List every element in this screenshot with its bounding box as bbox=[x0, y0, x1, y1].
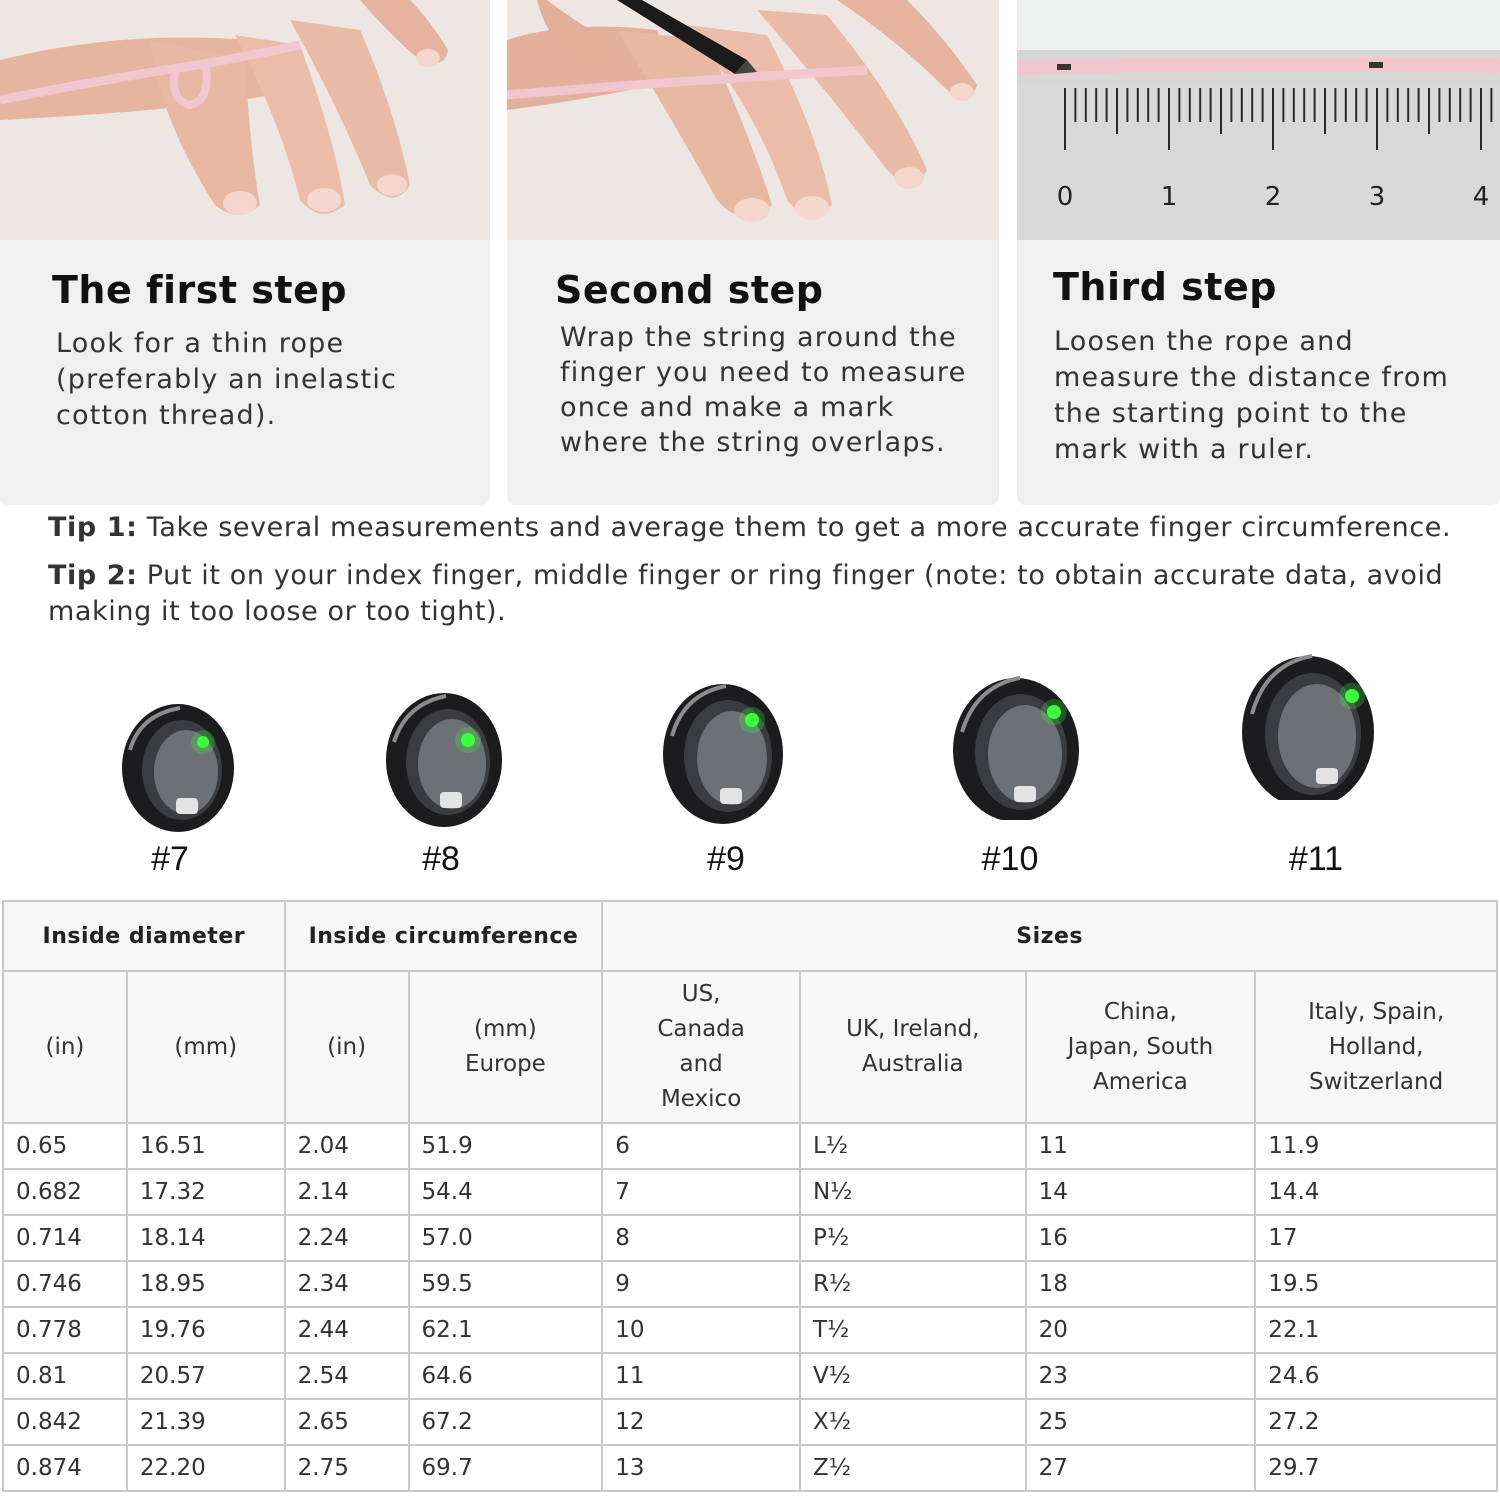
header-sizes: Sizes bbox=[602, 901, 1497, 971]
table-cell: 11 bbox=[1026, 1123, 1256, 1169]
step-1-photo bbox=[0, 0, 490, 240]
table-cell: 64.6 bbox=[409, 1353, 603, 1399]
step-card-1 bbox=[0, 0, 490, 505]
header-inside-circumference: Inside circumference bbox=[285, 901, 603, 971]
ruler-label: 1 bbox=[1160, 182, 1178, 212]
table-cell: 0.778 bbox=[3, 1307, 127, 1353]
ring-icon bbox=[1240, 650, 1380, 800]
subheader-italy-spain-holland-switzerland: Italy, Spain, Holland, Switzerland bbox=[1255, 971, 1497, 1123]
steps-section bbox=[0, 0, 1500, 505]
table-cell: 14 bbox=[1026, 1169, 1256, 1215]
table-row bbox=[3, 1215, 1497, 1261]
table-cell: 19.76 bbox=[127, 1307, 285, 1353]
table-cell: 18.95 bbox=[127, 1261, 285, 1307]
table-cell: N½ bbox=[800, 1169, 1026, 1215]
table-cell: 25 bbox=[1026, 1399, 1256, 1445]
table-cell: R½ bbox=[800, 1261, 1026, 1307]
ring-label: #11 bbox=[1288, 840, 1344, 878]
table-cell: 0.682 bbox=[3, 1169, 127, 1215]
table-cell: 6 bbox=[602, 1123, 800, 1169]
table-row bbox=[3, 1445, 1497, 1491]
table-cell: 2.34 bbox=[285, 1261, 409, 1307]
table-cell: 20.57 bbox=[127, 1353, 285, 1399]
table-row bbox=[3, 1353, 1497, 1399]
table-cell: 11 bbox=[602, 1353, 800, 1399]
tip-1-text: Take several measurements and average them to get a more accurate finger circumference. bbox=[137, 512, 1452, 543]
subheader-china-japan-south-america: China, Japan, South America bbox=[1026, 971, 1256, 1123]
table-cell: 7 bbox=[602, 1169, 800, 1215]
table-cell: 2.44 bbox=[285, 1307, 409, 1353]
tip-2 bbox=[48, 558, 1468, 630]
step-3-ruler-photo bbox=[1017, 0, 1500, 240]
ruler-label: 3 bbox=[1368, 182, 1386, 212]
table-cell: 57.0 bbox=[409, 1215, 603, 1261]
ring-size-table bbox=[2, 900, 1498, 1492]
ring-sizes-row bbox=[0, 670, 1500, 890]
table-cell: 2.54 bbox=[285, 1353, 409, 1399]
subheader-us-canada-mexico: US, Canada and Mexico bbox=[602, 971, 800, 1123]
ruler-label: 2 bbox=[1264, 182, 1282, 212]
table-cell: 18.14 bbox=[127, 1215, 285, 1261]
table-cell: 19.5 bbox=[1255, 1261, 1497, 1307]
step-2-title: Second step bbox=[555, 268, 824, 312]
subheader-diameter-mm: (mm) bbox=[127, 971, 285, 1123]
ruler-label: 4 bbox=[1472, 182, 1490, 212]
tip-2-label: Tip 2: bbox=[48, 560, 138, 591]
table-cell: P½ bbox=[800, 1215, 1026, 1261]
ring-label: #8 bbox=[422, 840, 460, 878]
table-cell: 17.32 bbox=[127, 1169, 285, 1215]
table-cell: 12 bbox=[602, 1399, 800, 1445]
table-cell: 24.6 bbox=[1255, 1353, 1497, 1399]
table-cell: 22.1 bbox=[1255, 1307, 1497, 1353]
table-cell: 51.9 bbox=[409, 1123, 603, 1169]
table-cell: 2.14 bbox=[285, 1169, 409, 1215]
tips-section bbox=[48, 510, 1468, 642]
table-cell: 0.746 bbox=[3, 1261, 127, 1307]
ring-size-8 bbox=[378, 670, 508, 890]
table-cell: 2.24 bbox=[285, 1215, 409, 1261]
step-1-title: The first step bbox=[52, 268, 348, 312]
table-cell: 59.5 bbox=[409, 1261, 603, 1307]
table-row bbox=[3, 1123, 1497, 1169]
step-card-2 bbox=[507, 0, 999, 505]
ring-icon bbox=[660, 676, 790, 826]
table-cell: 0.81 bbox=[3, 1353, 127, 1399]
table-row bbox=[3, 1261, 1497, 1307]
table-cell: 18 bbox=[1026, 1261, 1256, 1307]
table-cell: 27 bbox=[1026, 1445, 1256, 1491]
table-cell: 2.04 bbox=[285, 1123, 409, 1169]
table-cell: 0.842 bbox=[3, 1399, 127, 1445]
table-cell: 67.2 bbox=[409, 1399, 603, 1445]
table-cell: 23 bbox=[1026, 1353, 1256, 1399]
table-body bbox=[3, 1123, 1497, 1491]
table-cell: 0.65 bbox=[3, 1123, 127, 1169]
table-cell: 2.65 bbox=[285, 1399, 409, 1445]
table-cell: 16.51 bbox=[127, 1123, 285, 1169]
step-1-description: Look for a thin rope (preferably an inelastic cotton thread). bbox=[56, 328, 398, 431]
step-card-3 bbox=[1017, 0, 1500, 505]
table-cell: 17 bbox=[1255, 1215, 1497, 1261]
table-cell: 29.7 bbox=[1255, 1445, 1497, 1491]
table-cell: 54.4 bbox=[409, 1169, 603, 1215]
table-cell: L½ bbox=[800, 1123, 1026, 1169]
table-row bbox=[3, 1307, 1497, 1353]
ring-icon bbox=[110, 690, 240, 840]
subheader-circumference-mm-europe: (mm) Europe bbox=[409, 971, 603, 1123]
subheader-circumference-in: (in) bbox=[285, 971, 409, 1123]
header-inside-diameter: Inside diameter bbox=[3, 901, 285, 971]
table-cell: 0.874 bbox=[3, 1445, 127, 1491]
table-cell: X½ bbox=[800, 1399, 1026, 1445]
table-cell: 27.2 bbox=[1255, 1399, 1497, 1445]
table-cell: 11.9 bbox=[1255, 1123, 1497, 1169]
table-sub-header-row bbox=[3, 971, 1497, 1123]
table-cell: 16 bbox=[1026, 1215, 1256, 1261]
subheader-uk-ireland-australia: UK, Ireland, Australia bbox=[800, 971, 1026, 1123]
table-cell: 9 bbox=[602, 1261, 800, 1307]
table-cell: 2.75 bbox=[285, 1445, 409, 1491]
table-cell: Z½ bbox=[800, 1445, 1026, 1491]
table-cell: 20 bbox=[1026, 1307, 1256, 1353]
ring-size-10 bbox=[950, 670, 1085, 890]
step-3-description: Loosen the rope and measure the distance from the starting point to the mark with a ruler. bbox=[1054, 326, 1450, 465]
step-2-description: Wrap the string around the finger you need to measure once and make a mark where the string overlaps. bbox=[560, 322, 967, 458]
table-cell: 69.7 bbox=[409, 1445, 603, 1491]
tip-1 bbox=[48, 510, 1468, 546]
tip-1-label: Tip 1: bbox=[48, 512, 138, 543]
ring-icon bbox=[378, 682, 508, 832]
ring-label: #7 bbox=[151, 840, 189, 878]
step-3-title: Third step bbox=[1053, 265, 1277, 309]
table-row bbox=[3, 1169, 1497, 1215]
table-cell: 22.20 bbox=[127, 1445, 285, 1491]
table-row bbox=[3, 1399, 1497, 1445]
ring-size-11 bbox=[1240, 670, 1380, 890]
table-cell: 0.714 bbox=[3, 1215, 127, 1261]
ring-size-9 bbox=[660, 670, 790, 890]
ring-label: #9 bbox=[707, 840, 745, 878]
ruler-label: 0 bbox=[1056, 182, 1074, 212]
ring-icon bbox=[950, 670, 1085, 820]
table-group-header-row bbox=[3, 901, 1497, 971]
table-cell: V½ bbox=[800, 1353, 1026, 1399]
tip-2-text: Put it on your index finger, middle finger or ring finger (note: to obtain accurate data, avoid making it too loose or too tight). bbox=[48, 560, 1444, 627]
table-cell: 10 bbox=[602, 1307, 800, 1353]
table-cell: 13 bbox=[602, 1445, 800, 1491]
table-cell: T½ bbox=[800, 1307, 1026, 1353]
table-cell: 14.4 bbox=[1255, 1169, 1497, 1215]
subheader-diameter-in: (in) bbox=[3, 971, 127, 1123]
table-cell: 21.39 bbox=[127, 1399, 285, 1445]
table-cell: 62.1 bbox=[409, 1307, 603, 1353]
step-2-photo bbox=[507, 0, 999, 240]
table-cell: 8 bbox=[602, 1215, 800, 1261]
ring-size-7 bbox=[110, 670, 240, 890]
ring-label: #10 bbox=[981, 840, 1039, 878]
